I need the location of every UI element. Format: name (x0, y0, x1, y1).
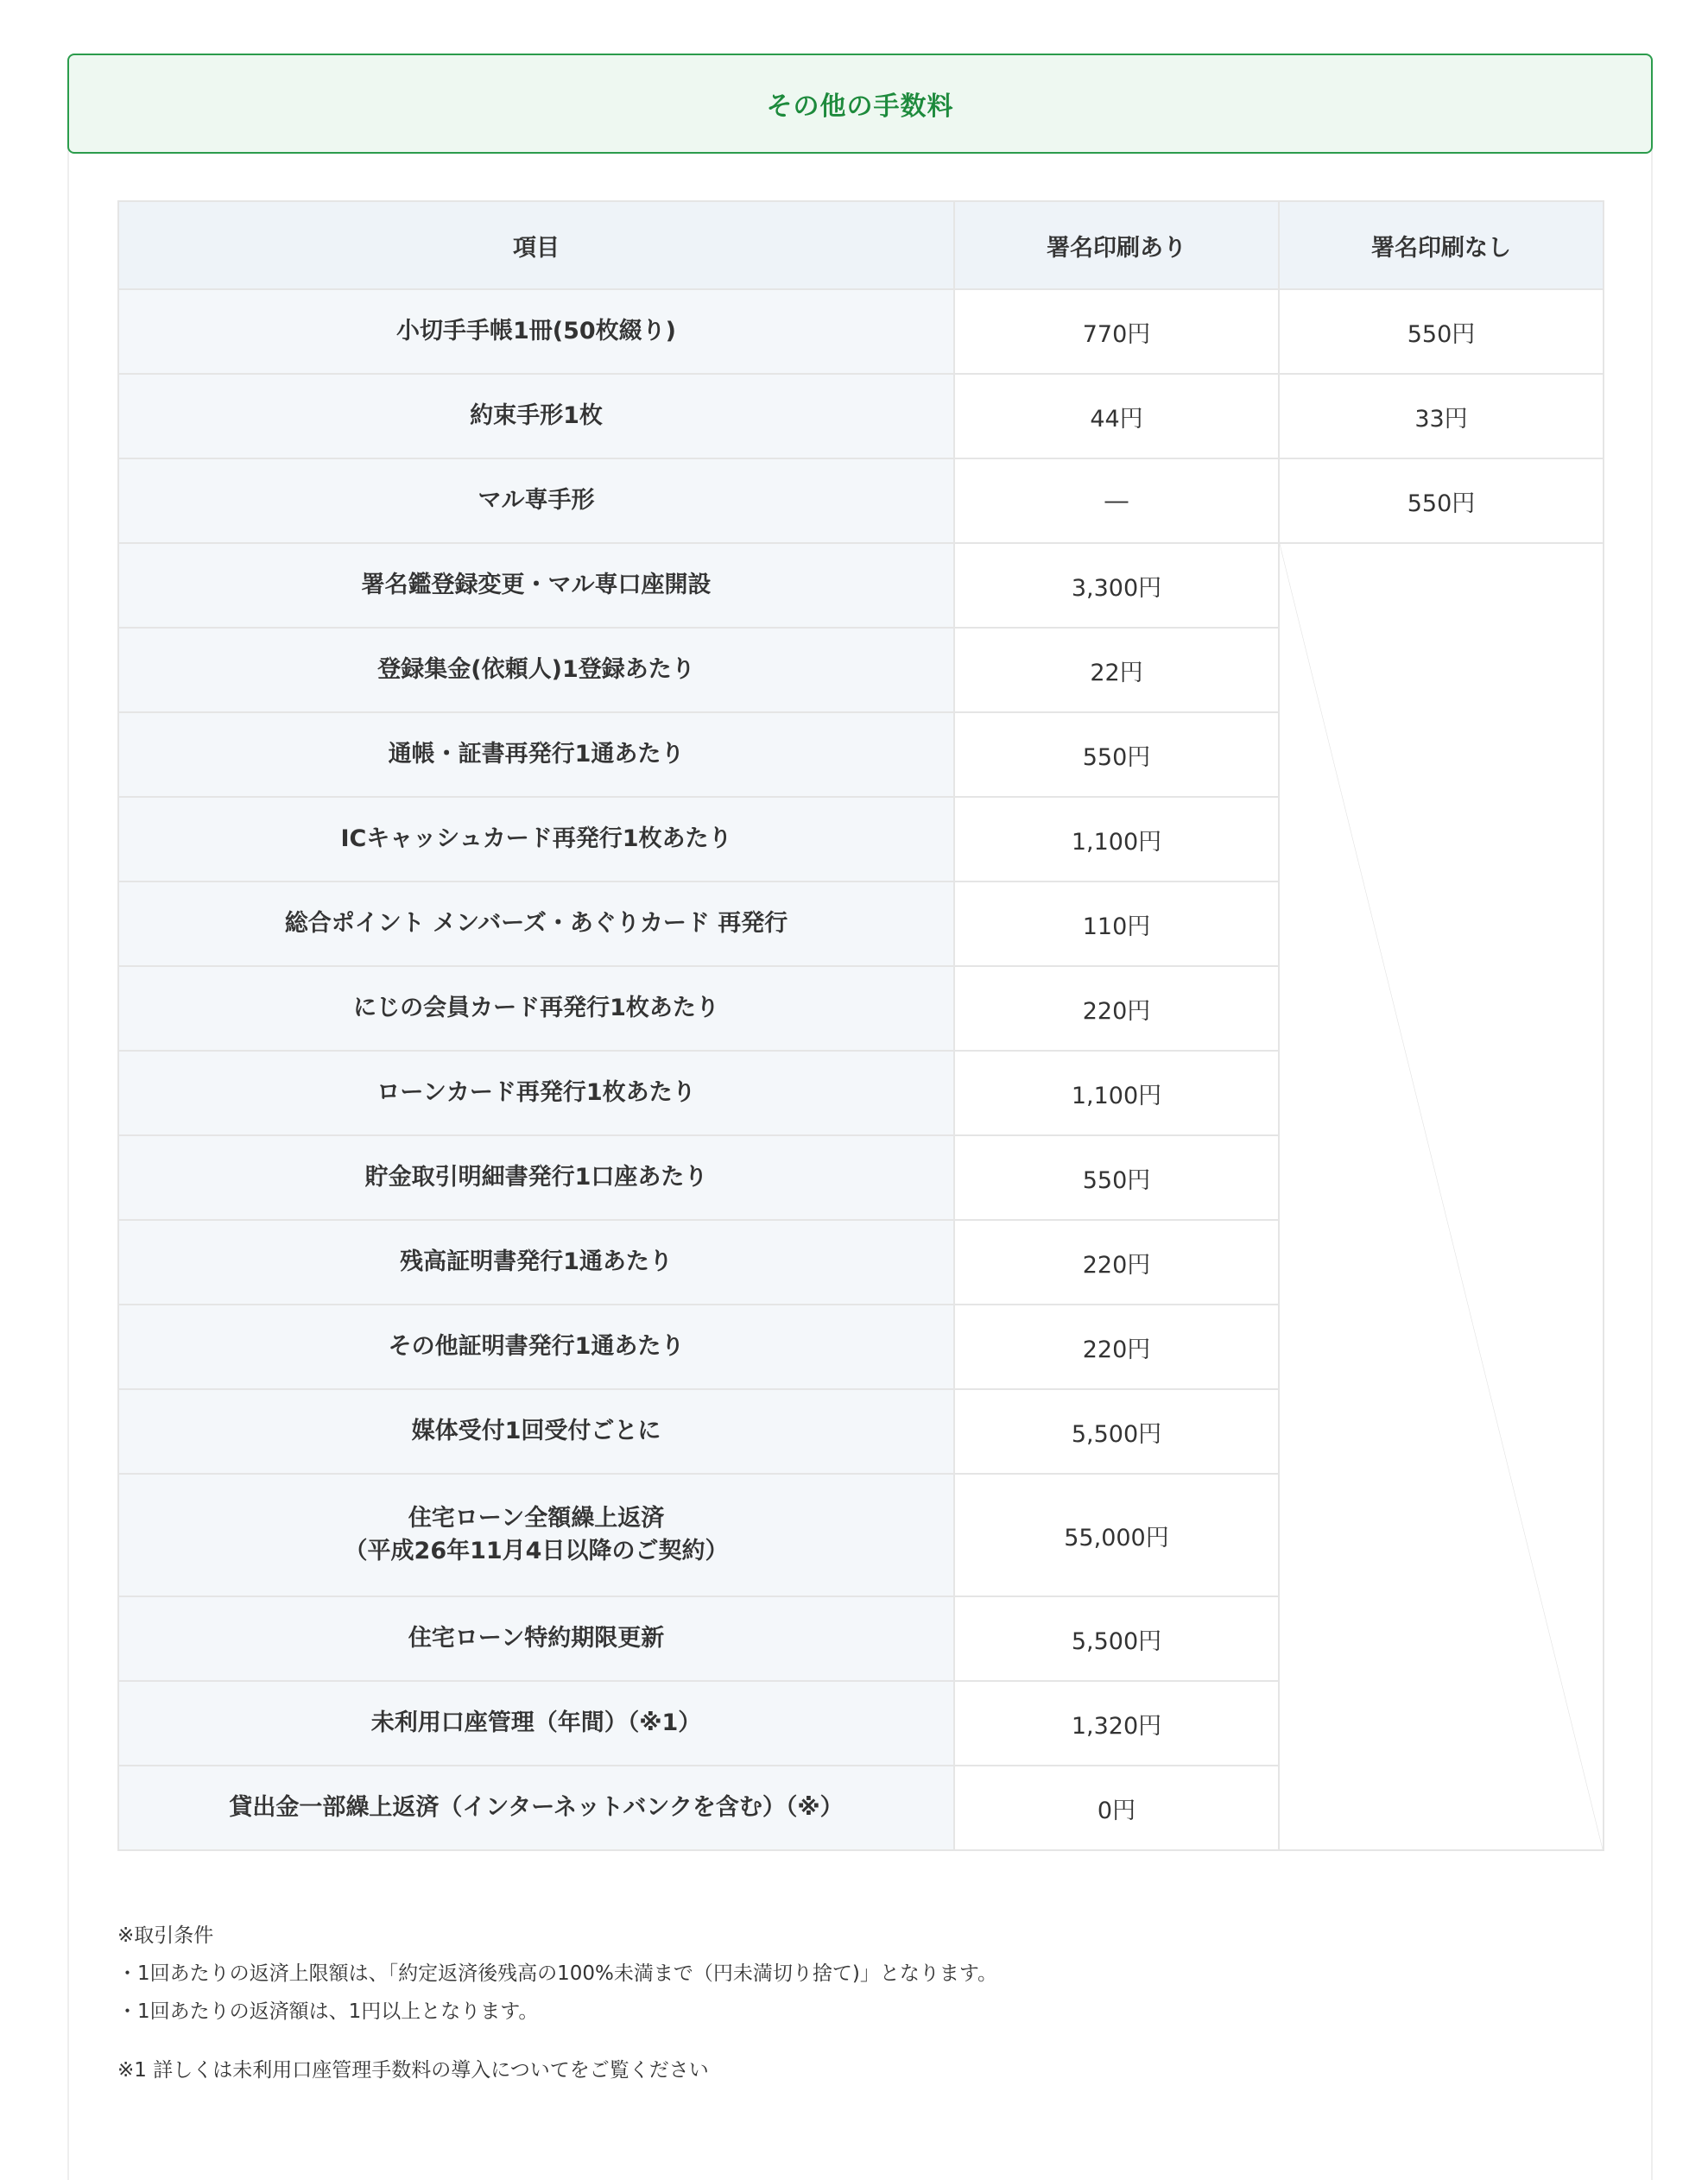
column-header-with-print: 署名印刷あり (954, 201, 1279, 289)
fee-with-print: 220円 (954, 1220, 1279, 1305)
fee-with-print: 550円 (954, 1135, 1279, 1220)
fee-with-print: 110円 (954, 881, 1279, 966)
row-label: 約束手形1枚 (118, 374, 954, 458)
fee-table (117, 200, 1604, 1851)
fee-with-print: 0円 (954, 1766, 1279, 1850)
row-label: 貸出金一部繰上返済（インターネットバンクを含む）（※） (118, 1766, 954, 1850)
fee-with-print: 55,000円 (954, 1474, 1279, 1596)
row-label: 総合ポイント メンバーズ・あぐりカード 再発行 (118, 881, 954, 966)
table-row (118, 458, 1604, 543)
fee-with-print: 1,320円 (954, 1681, 1279, 1766)
row-label: 未利用口座管理（年間）（※1） (118, 1681, 954, 1766)
fee-with-print: 220円 (954, 1305, 1279, 1389)
table-header-row (118, 201, 1604, 289)
fee-with-print: 770円 (954, 289, 1279, 374)
fee-without-print: 33円 (1279, 374, 1604, 458)
fee-without-print: 550円 (1279, 289, 1604, 374)
section-title: その他の手数料 (67, 54, 1653, 154)
fee-with-print: 1,100円 (954, 797, 1279, 881)
row-label: ICキャッシュカード再発行1枚あたり (118, 797, 954, 881)
row-label-line: 住宅ローン全額繰上返済 (408, 1505, 665, 1532)
not-applicable-cell (1279, 543, 1604, 1850)
row-label: 小切手手帳1冊(50枚綴り) (118, 289, 954, 374)
row-label: 登録集金(依頼人)1登録あたり (118, 628, 954, 712)
diagonal-strike-line (1280, 544, 1603, 1849)
row-label (118, 1474, 954, 1596)
fee-with-print: 5,500円 (954, 1596, 1279, 1681)
row-label: その他証明書発行1通あたり (118, 1305, 954, 1389)
table-row (118, 374, 1604, 458)
row-label: にじの会員カード再発行1枚あたり (118, 966, 954, 1051)
row-label: 残高証明書発行1通あたり (118, 1220, 954, 1305)
notes-line: ・1回あたりの返済額は、1円以上となります。 (117, 2000, 539, 2023)
table-row (118, 289, 1604, 374)
notes-heading: ※取引条件 (117, 1924, 214, 1947)
notes-line: ・1回あたりの返済上限額は、「約定返済後残高の100%未満まで（円未満切り捨て)」となります。 (117, 1962, 998, 1985)
fee-with-print: 220円 (954, 966, 1279, 1051)
row-label: 署名鑑登録変更・マル専口座開設 (118, 543, 954, 628)
row-label: 貯金取引明細書発行1口座あたり (118, 1135, 954, 1220)
fee-with-print: 3,300円 (954, 543, 1279, 628)
footnote: ※1 詳しくは未利用口座管理手数料の導入についてをご覧ください (117, 2059, 709, 2082)
fee-with-print: 5,500円 (954, 1389, 1279, 1474)
row-label: ローンカード再発行1枚あたり (118, 1051, 954, 1135)
fee-with-print: 22円 (954, 628, 1279, 712)
row-label: 通帳・証書再発行1通あたり (118, 712, 954, 797)
fee-with-print: 1,100円 (954, 1051, 1279, 1135)
row-label: 住宅ローン特約期限更新 (118, 1596, 954, 1681)
column-header-item: 項目 (118, 201, 954, 289)
fee-with-print: ― (954, 458, 1279, 543)
fee-with-print: 44円 (954, 374, 1279, 458)
fee-with-print: 550円 (954, 712, 1279, 797)
table-row (118, 543, 1604, 628)
row-label: 媒体受付1回受付ごとに (118, 1389, 954, 1474)
fee-without-print: 550円 (1279, 458, 1604, 543)
column-header-without-print: 署名印刷なし (1279, 201, 1604, 289)
row-label-line: （平成26年11月4日以降のご契約） (344, 1538, 729, 1564)
row-label: マル専手形 (118, 458, 954, 543)
notes (117, 1917, 997, 2089)
